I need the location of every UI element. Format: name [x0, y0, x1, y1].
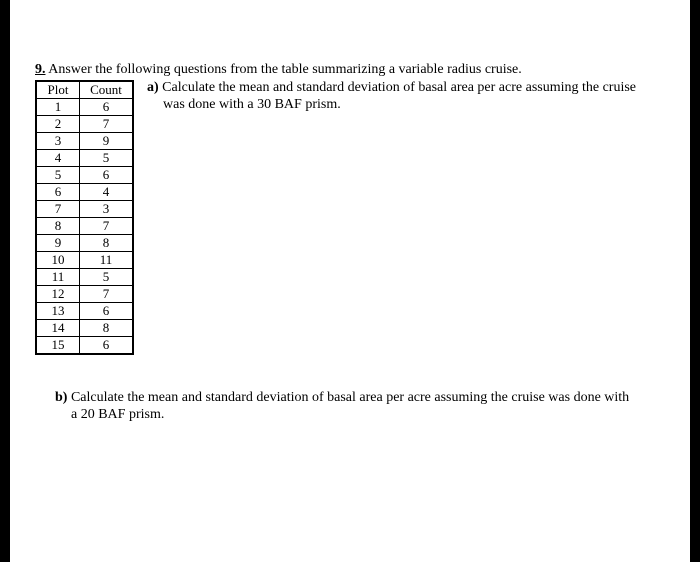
table-row	[36, 286, 133, 303]
table-row	[36, 167, 133, 184]
cruise-table	[35, 80, 134, 355]
count-cell: 5	[80, 150, 134, 167]
header-plot: Plot	[36, 81, 80, 99]
part-b-line2: a 20 BAF prism.	[71, 407, 165, 422]
right-border-bar	[690, 0, 700, 562]
plot-cell: 5	[36, 167, 80, 184]
count-cell: 6	[80, 303, 134, 320]
table-row	[36, 201, 133, 218]
plot-cell: 3	[36, 133, 80, 150]
count-cell: 4	[80, 184, 134, 201]
part-a	[147, 79, 677, 113]
table-row	[36, 303, 133, 320]
part-a-line1: Calculate the mean and standard deviation of basal area per acre assuming the cruise	[162, 80, 637, 95]
count-cell: 7	[80, 218, 134, 235]
table-row	[36, 116, 133, 133]
count-cell: 11	[80, 252, 134, 269]
plot-cell: 6	[36, 184, 80, 201]
part-b	[55, 389, 675, 423]
question-text: Answer the following questions from the table summarizing a variable radius cruise.	[48, 62, 522, 77]
count-cell: 3	[80, 201, 134, 218]
left-border-bar	[0, 0, 10, 562]
count-cell: 9	[80, 133, 134, 150]
plot-cell: 10	[36, 252, 80, 269]
part-b-line1: Calculate the mean and standard deviation of basal area per acre assuming the cruise was done with	[70, 390, 630, 405]
count-cell: 7	[80, 286, 134, 303]
header-count: Count	[80, 81, 134, 99]
count-cell: 8	[80, 320, 134, 337]
count-cell: 8	[80, 235, 134, 252]
table-row	[36, 184, 133, 201]
part-b-label: b)	[55, 390, 68, 405]
plot-cell: 4	[36, 150, 80, 167]
count-cell: 7	[80, 116, 134, 133]
table-row	[36, 99, 133, 116]
question-number: 9.	[35, 62, 46, 77]
table-header-row	[36, 81, 133, 99]
plot-cell: 12	[36, 286, 80, 303]
question-heading	[35, 62, 522, 78]
table-row	[36, 150, 133, 167]
count-cell: 6	[80, 337, 134, 355]
part-a-line2: was done with a 30 BAF prism.	[163, 97, 341, 112]
table-row	[36, 133, 133, 150]
table-row	[36, 337, 133, 355]
plot-cell: 11	[36, 269, 80, 286]
count-cell: 6	[80, 99, 134, 116]
count-cell: 6	[80, 167, 134, 184]
plot-cell: 1	[36, 99, 80, 116]
table-row	[36, 269, 133, 286]
plot-cell: 2	[36, 116, 80, 133]
table-row	[36, 320, 133, 337]
table-row	[36, 218, 133, 235]
plot-cell: 8	[36, 218, 80, 235]
plot-cell: 7	[36, 201, 80, 218]
count-cell: 5	[80, 269, 134, 286]
part-a-label: a)	[147, 80, 159, 95]
table-row	[36, 235, 133, 252]
table-row	[36, 252, 133, 269]
plot-cell: 15	[36, 337, 80, 355]
plot-cell: 9	[36, 235, 80, 252]
plot-cell: 14	[36, 320, 80, 337]
plot-cell: 13	[36, 303, 80, 320]
